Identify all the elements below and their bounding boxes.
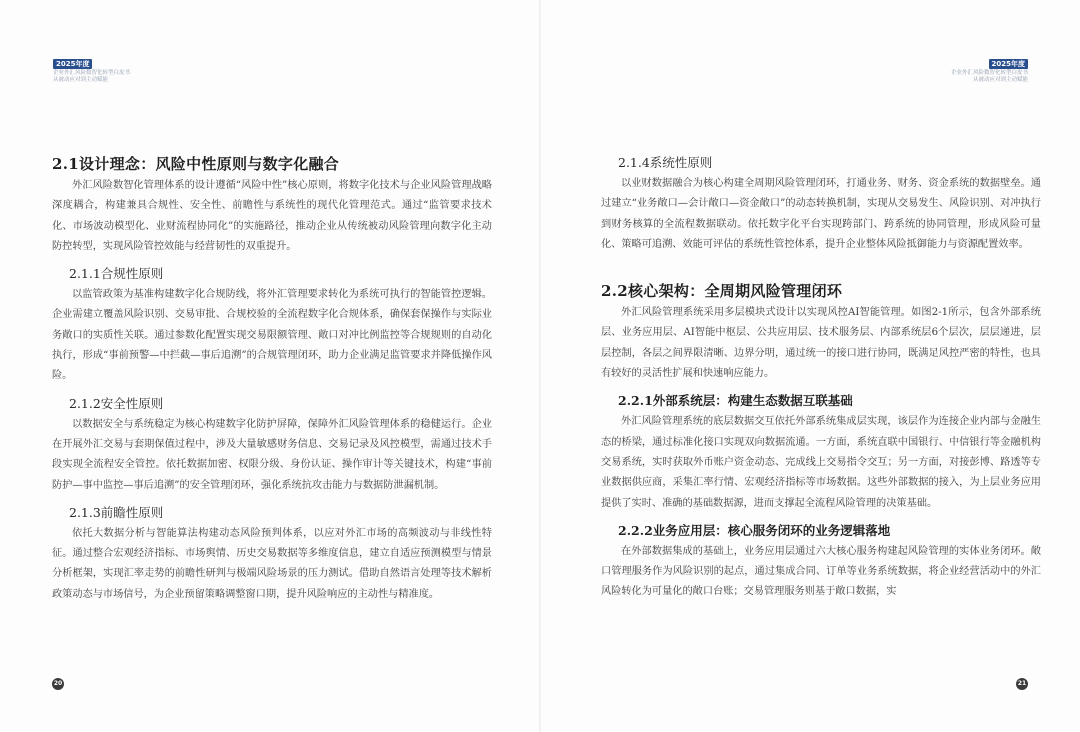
section-heading: 2.2核心架构：全周期风险管理闭环: [601, 282, 843, 301]
subsection-paragraph: 以业财数据融合为核心构建全周期风险管理闭环，打通业务、财务、资金系统的数据壁垒。通过建立“业务敞口—会计敞口—资金敞口”的动态转换机制，实现从交易发生、风险识别、对冲执行到财务核算的全流程数据联动。依托数字化平台实现跨部门、跨系统的协同管理，形成风险可量化、策略可追溯、效能可评估的系统性管控体系，提升企业整体风险抵御能力与资源配置效率。: [601, 178, 1041, 250]
subsection-heading: 2.2.2业务应用层：核心服务闭环的业务逻辑落地: [618, 522, 891, 538]
subsection-paragraph: 依托大数据分析与智能算法构建动态风险预判体系，以应对外汇市场的高频波动与非线性特征。通过整合宏观经济指标、市场舆情、历史交易数据等多维度信息，建立自适应预测模型与情景分析框架，实现汇率走势的前瞻性研判与极端风险场景的压力测试。借助自然语言处理等技术解析政策动态与市场信号，为企业预留策略调整窗口期，提升风险响应的主动性与精准度。: [52, 527, 492, 600]
right-text-column: [601, 152, 1041, 603]
subsection-heading: 2.1.3前瞻性原则: [69, 504, 164, 520]
left-text-column: [52, 152, 492, 605]
subsection-paragraph: 以数据安全与系统稳定为核心构建数字化防护屏障，保障外汇风险管理体系的稳健运行。企业在开展外汇交易与套期保值过程中，涉及大量敏感财务信息、交易记录及风控模型，需通过技术手段实现全流程安全管控。依托数据加密、权限分级、身份认证、操作审计等关键技术，构建“事前防护—事中监控—事后追溯”的安全管理闭环，强化系统抗攻击能力与数据防泄漏机制。: [52, 418, 492, 491]
page-number: 21: [1016, 678, 1028, 690]
subsection-heading: 2.1.2安全性原则: [69, 395, 164, 411]
section-paragraph: 外汇风险管理系统采用多层模块式设计以实现风控AI智能管理。如图2-1所示，包含外部系统层、业务应用层、AI智能中枢层、公共应用层、技术服务层、内部系统层6个层次，层层递进，层层控制，各层之间界限清晰、边界分明，通过统一的接口进行协同，既满足风控严密的特性，也具有较好的灵活性扩展和快速响应能力。: [601, 307, 1041, 380]
subsection-paragraph: 外汇风险管理系统的底层数据交互依托外部系统集成层实现，该层作为连接企业内部与金融生态的桥梁，通过标准化接口实现双向数据流通。一方面，系统直联中国银行、中信银行等金融机构交易系统，实时获取外币账户资金动态、完成线上交易指令交互；另一方面，对接彭博、路透等专业数据供应商，采集汇率行情、宏观经济指标等市场数据。这些外部数据的接入，为上层业务应用提供了实时、准确的基础数据源，进而支撑起全流程风险管理的决策基础。: [601, 416, 1041, 509]
header-title-line: 企业外汇风险数智化转型白皮书: [53, 70, 131, 76]
page-number: 20: [52, 678, 64, 690]
subsection-paragraph: 以监管政策为基准构建数字化合规防线，将外汇管理要求转化为系统可执行的智能管控逻辑。企业需建立覆盖风险识别、交易审批、合规校验的全流程数字化合规体系，确保套保操作与实际业务敞口的实质性关联。通过参数化配置实现交易限额管理、敞口对冲比例监控等合规规则的自动化执行，形成“事前预警—中拦截—事后追溯”的合规管理闭环，助力企业满足监管要求并降低操作风险。: [52, 289, 492, 382]
left-running-header: [53, 51, 130, 84]
year-badge: 2025年度: [53, 59, 92, 69]
subsection-heading: 2.1.4系统性原则: [618, 155, 713, 170]
right-running-header: [951, 51, 1028, 84]
header-subtitle-line: 从被动应对到主动赋能: [972, 77, 1028, 83]
header-subtitle-line: 从被动应对到主动赋能: [53, 77, 109, 83]
section-paragraph: 外汇风险数智化管理体系的设计遵循“风险中性”核心原则，将数字化技术与企业风险管理战略深度耦合，构建兼具合规性、安全性、前瞻性与系统性的现代化管理范式。通过“监管要求技术化、市场波动模型化、业财流程协同化”的实施路径，推动企业从传统被动风险管理向数字化主动防控转型，实现风险管控效能与经营韧性的双重提升。: [52, 180, 492, 252]
subsection-heading: 2.1.1合规性原则: [69, 266, 164, 282]
section-heading: 2.1设计理念：风险中性原则与数字化融合: [52, 155, 340, 173]
subsection-paragraph: 在外部数据集成的基础上，业务应用层通过六大核心服务构建起风险管理的实体业务闭环。敞口管理服务作为风险识别的起点，通过集成合同、订单等业务系统数据，将企业经营活动中的外汇风险转化为可量化的敞口台账；交易管理服务则基于敞口数据，实: [601, 545, 1041, 598]
left-page: [0, 0, 539, 732]
right-page: [541, 0, 1080, 732]
year-badge: 2025年度: [989, 59, 1028, 69]
header-title-line: 企业外汇风险数智化转型白皮书: [950, 70, 1028, 76]
subsection-heading: 2.2.1外部系统层：构建生态数据互联基础: [618, 393, 853, 409]
